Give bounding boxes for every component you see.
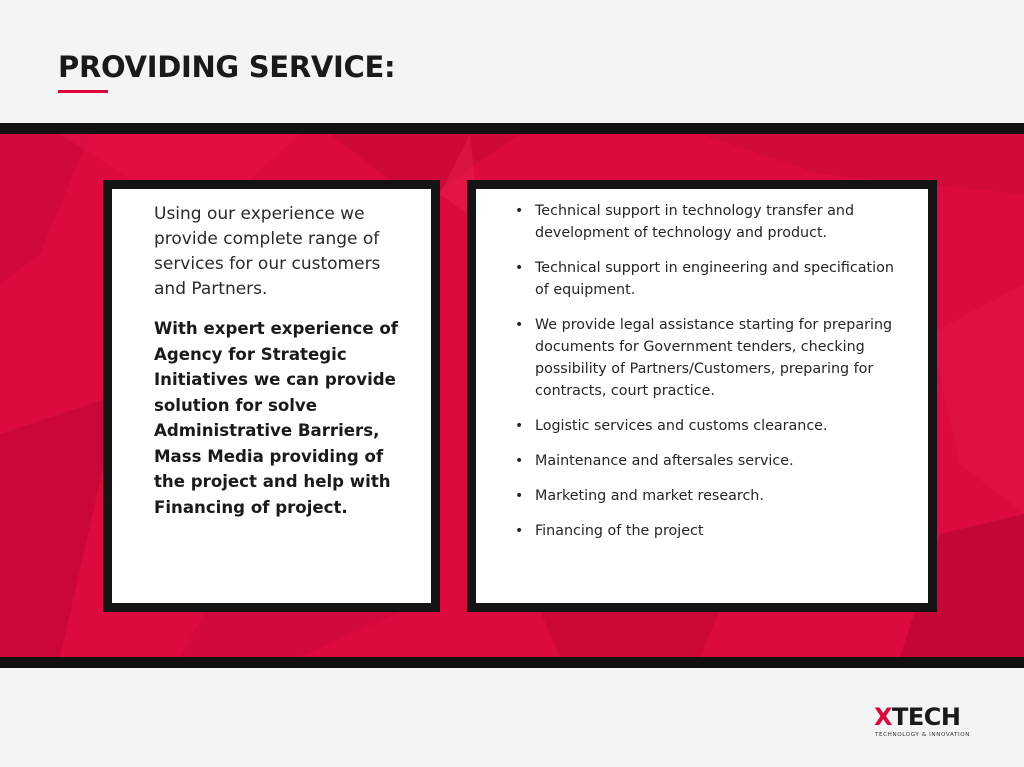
bullet-icon: • <box>515 418 524 434</box>
slide-title: PROVIDING SERVICE: <box>58 50 396 84</box>
bullet-icon: • <box>515 203 524 219</box>
list-item-text: Maintenance and aftersales service. <box>535 453 794 469</box>
bullet-icon: • <box>515 317 524 333</box>
xtech-logo <box>874 704 984 744</box>
logo-x-mark: X <box>874 703 893 731</box>
logo-word: TECH <box>892 703 961 731</box>
list-item <box>515 485 910 507</box>
title-underline <box>58 90 108 93</box>
list-item-text: We provide legal assistance starting for preparing documents for Government tenders, checking possibility of Partners/Customers, preparing for contracts, court practice. <box>535 317 893 399</box>
bullet-icon: • <box>515 260 524 276</box>
bullet-icon: • <box>515 488 524 504</box>
services-list <box>515 200 910 555</box>
list-item <box>515 415 910 437</box>
list-item <box>515 200 910 244</box>
right-panel <box>467 180 937 612</box>
bullet-icon: • <box>515 523 524 539</box>
bullet-icon: • <box>515 453 524 469</box>
expert-text: With expert experience of Agency for Strategic Initiatives we can provide solution for solve Administrative Barriers, Mass Media providing of the project and help with Financing of project. <box>154 319 399 517</box>
list-item-text: Financing of the project <box>535 523 704 539</box>
list-item <box>515 257 910 301</box>
list-item-text: Technical support in technology transfer and development of technology and product. <box>535 203 855 241</box>
list-item <box>515 314 910 402</box>
left-panel <box>103 180 440 612</box>
list-item-text: Technical support in engineering and specification of equipment. <box>535 260 894 298</box>
list-item <box>515 450 910 472</box>
list-item-text: Marketing and market research. <box>535 488 764 504</box>
list-item <box>515 520 910 542</box>
logo-wordmark <box>874 704 960 730</box>
intro-text: Using our experience we provide complete range of services for our customers and Partners. <box>154 204 381 299</box>
logo-tagline: TECHNOLOGY & INNOVATION <box>875 732 970 738</box>
list-item-text: Logistic services and customs clearance. <box>535 418 828 434</box>
